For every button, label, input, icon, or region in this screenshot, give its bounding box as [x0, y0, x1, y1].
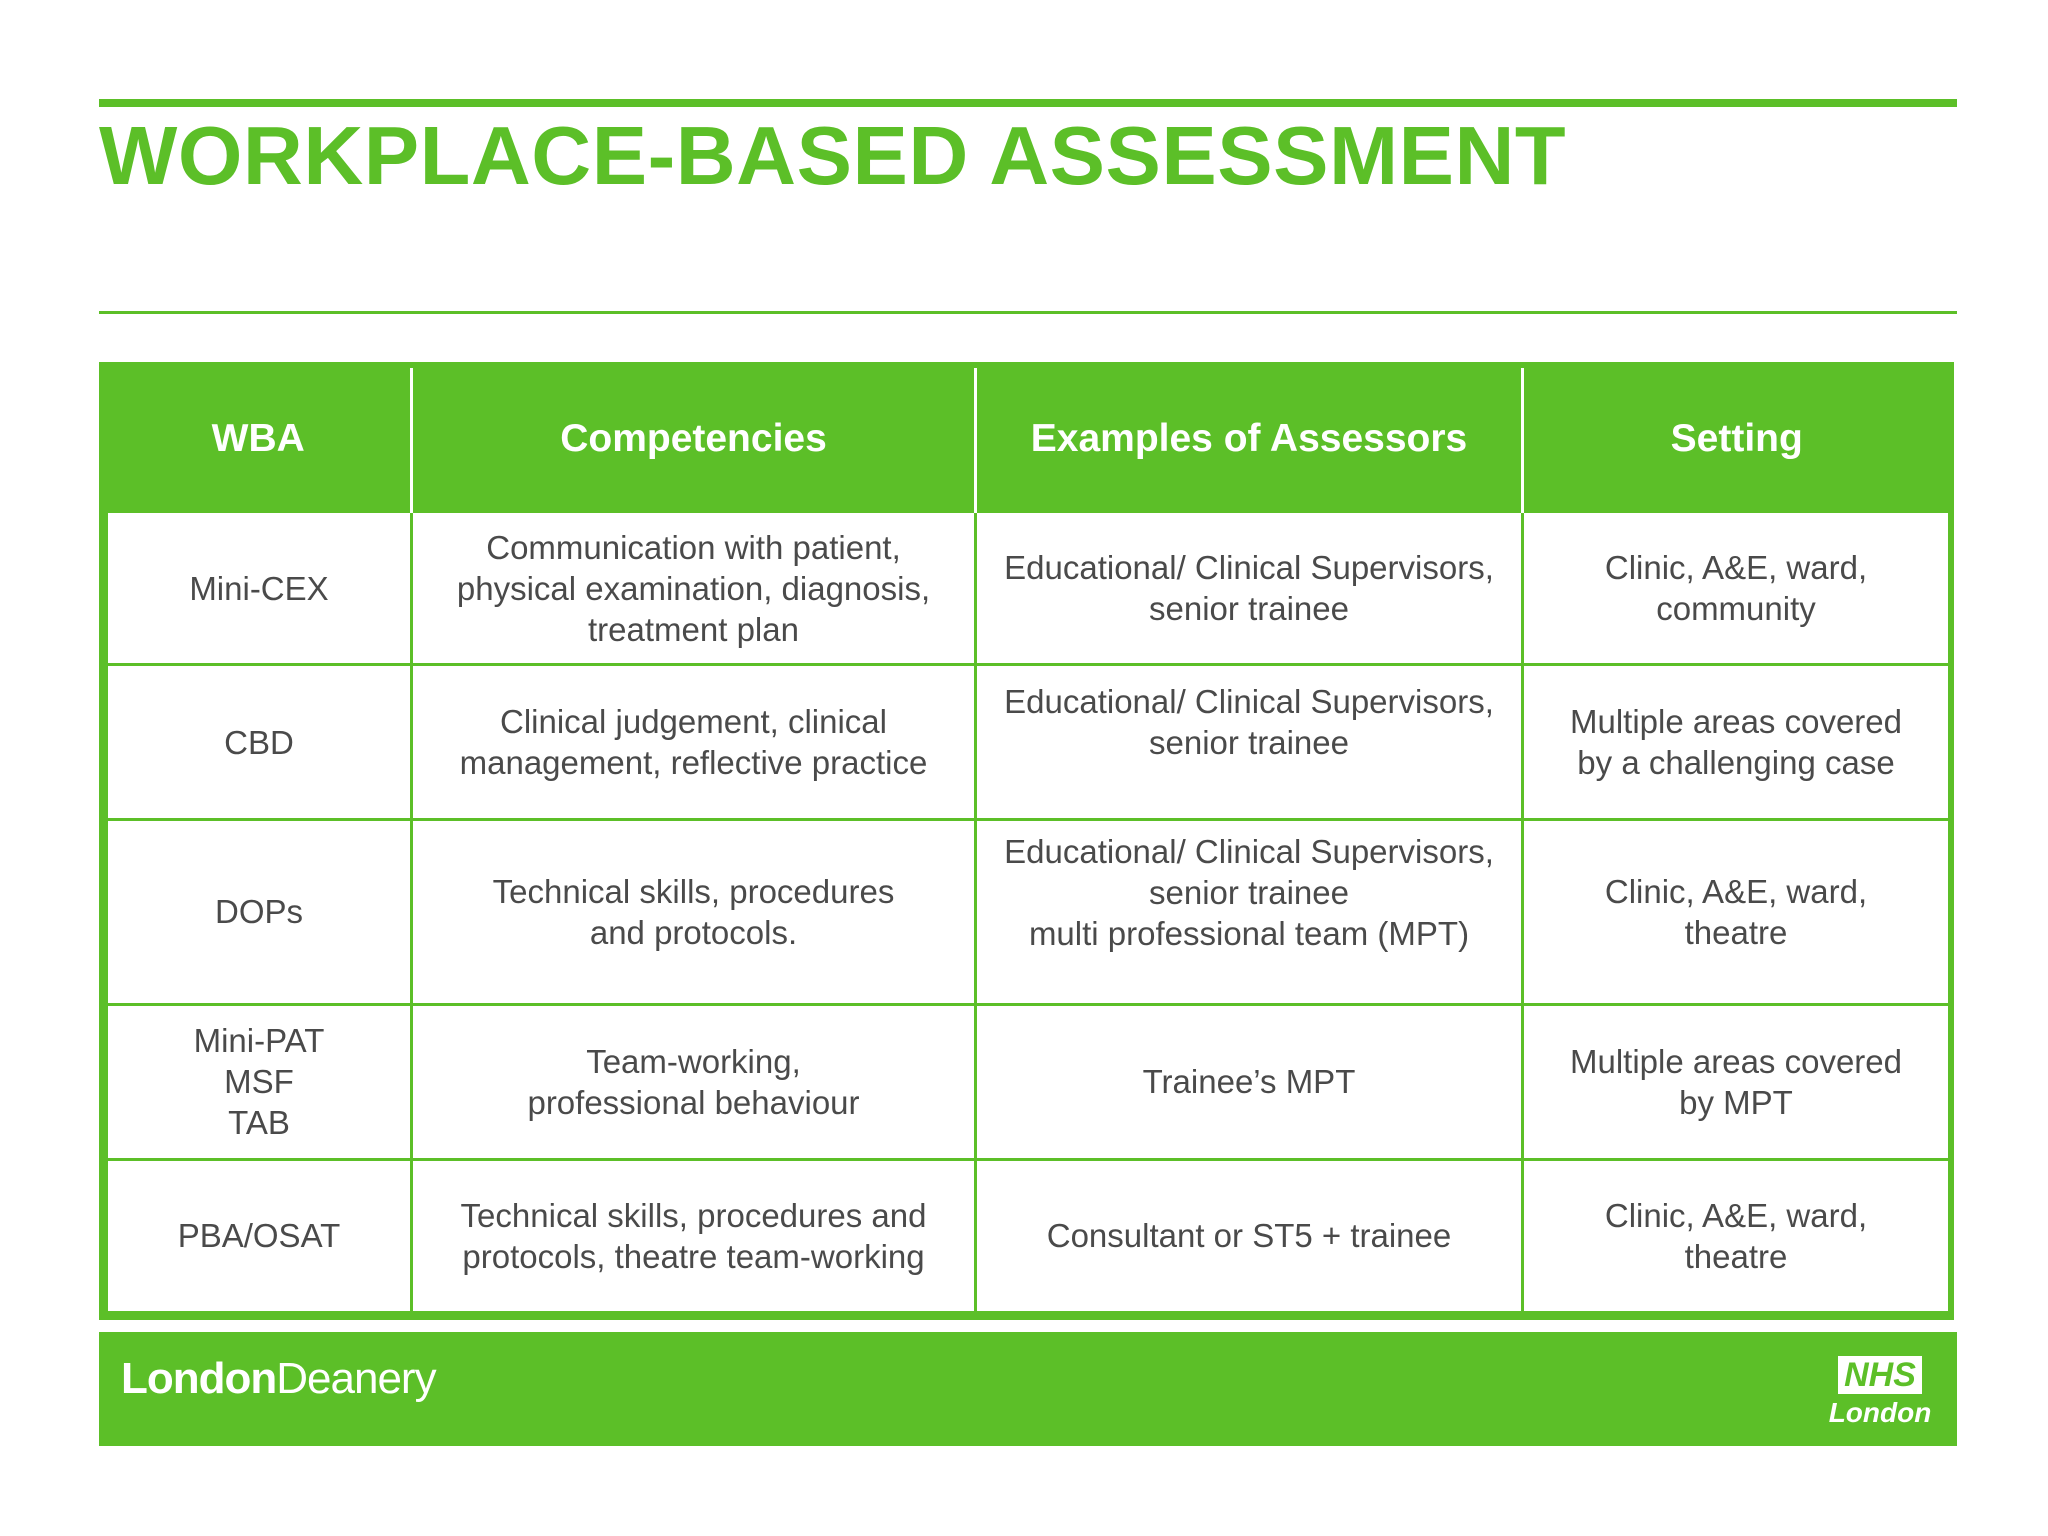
header-competencies: Competencies — [412, 368, 976, 512]
cell-wba — [107, 819, 412, 1005]
header-assessors: Examples of Assessors — [976, 368, 1523, 512]
cell-line: treatment plan — [588, 610, 799, 648]
cell-setting — [1523, 1159, 1950, 1312]
nhs-region: London — [1828, 1397, 1932, 1428]
cell-line: senior trainee — [1149, 723, 1349, 761]
cell-line: Communication with patient, — [486, 528, 901, 566]
cell-line: PBA/OSAT — [177, 1217, 341, 1255]
cell-competencies — [412, 1005, 976, 1159]
cell-line: physical examination, diagnosis, — [456, 569, 931, 607]
header-wba: WBA — [107, 368, 412, 512]
cell-line — [993, 763, 1505, 804]
cell-line: theatre — [1684, 913, 1788, 951]
cell-competencies — [412, 512, 976, 665]
london-deanery-logo — [121, 1354, 436, 1404]
cell-line: CBD — [224, 723, 294, 761]
cell-line: and protocols. — [589, 913, 798, 951]
cell-wba — [107, 1159, 412, 1312]
cell-line: Technical skills, procedures and — [460, 1196, 927, 1234]
cell-line: Multiple areas covered — [1570, 703, 1902, 740]
cell-line: community — [1656, 590, 1816, 628]
cell-line: Educational/ Clinical Supervisors, — [1004, 832, 1494, 870]
cell-line: Technical skills, procedures — [492, 872, 895, 910]
brand-bold-text: London — [121, 1354, 277, 1403]
cell-line: multi professional team (MPT) — [1028, 914, 1470, 952]
nhs-mark: NHS — [1838, 1356, 1922, 1394]
cell-setting — [1523, 819, 1950, 1005]
cell-line: by a challenging case — [1577, 744, 1895, 781]
top-rule — [99, 99, 1957, 107]
cell-competencies — [412, 1159, 976, 1312]
cell-line: senior trainee — [1149, 873, 1349, 911]
cell-line: Multiple areas covered — [1570, 1042, 1902, 1080]
cell-line: Mini-PAT — [193, 1022, 325, 1060]
cell-line: TAB — [228, 1104, 290, 1142]
nhs-london-logo — [1825, 1356, 1935, 1430]
footer-bar — [99, 1332, 1957, 1446]
table-row — [107, 1159, 1950, 1312]
cell-assessors — [976, 665, 1523, 819]
table-row — [107, 819, 1950, 1005]
cell-line: Clinic, A&E, ward, — [1604, 1196, 1868, 1234]
brand-light-text: Deanery — [276, 1354, 436, 1403]
cell-line: Educational/ Clinical Supervisors, — [1004, 682, 1494, 720]
cell-line: Educational/ Clinical Supervisors, — [1004, 549, 1494, 587]
cell-line: protocols, theatre team-working — [462, 1237, 925, 1275]
cell-line: Clinic, A&E, ward, — [1604, 872, 1868, 910]
cell-wba — [107, 512, 412, 665]
table-row — [107, 665, 1950, 819]
cell-competencies — [412, 819, 976, 1005]
cell-line: DOPs — [214, 893, 303, 931]
cell-setting — [1523, 512, 1950, 665]
cell-line: management, reflective practice — [459, 744, 928, 781]
cell-assessors — [976, 512, 1523, 665]
cell-line: Consultant or ST5 + trainee — [1046, 1217, 1452, 1255]
table-row — [107, 1005, 1950, 1159]
cell-line: Trainee’s MPT — [1142, 1063, 1356, 1101]
cell-line: Mini-CEX — [189, 569, 329, 607]
cell-wba — [107, 1005, 412, 1159]
cell-wba — [107, 665, 412, 819]
cell-assessors — [976, 819, 1523, 1005]
table-row — [107, 512, 1950, 665]
cell-line: theatre — [1684, 1237, 1788, 1275]
table-header-row — [107, 368, 1950, 512]
wba-table-frame — [99, 362, 1954, 1320]
cell-line: Clinical judgement, clinical — [499, 703, 887, 740]
cell-assessors — [976, 1005, 1523, 1159]
cell-line: by MPT — [1679, 1083, 1793, 1121]
wba-table — [105, 368, 1951, 1314]
cell-line: professional behaviour — [527, 1083, 860, 1121]
title-underline — [99, 311, 1957, 314]
header-setting: Setting — [1523, 368, 1950, 512]
cell-line: Clinic, A&E, ward, — [1604, 549, 1868, 587]
cell-competencies — [412, 665, 976, 819]
slide-title: WORKPLACE-BASED ASSESSMENT — [99, 109, 1567, 202]
cell-setting — [1523, 1005, 1950, 1159]
cell-setting — [1523, 665, 1950, 819]
cell-line: senior trainee — [1149, 590, 1349, 628]
cell-line: Team-working, — [586, 1042, 801, 1080]
cell-line: MSF — [224, 1063, 294, 1101]
cell-assessors — [976, 1159, 1523, 1312]
